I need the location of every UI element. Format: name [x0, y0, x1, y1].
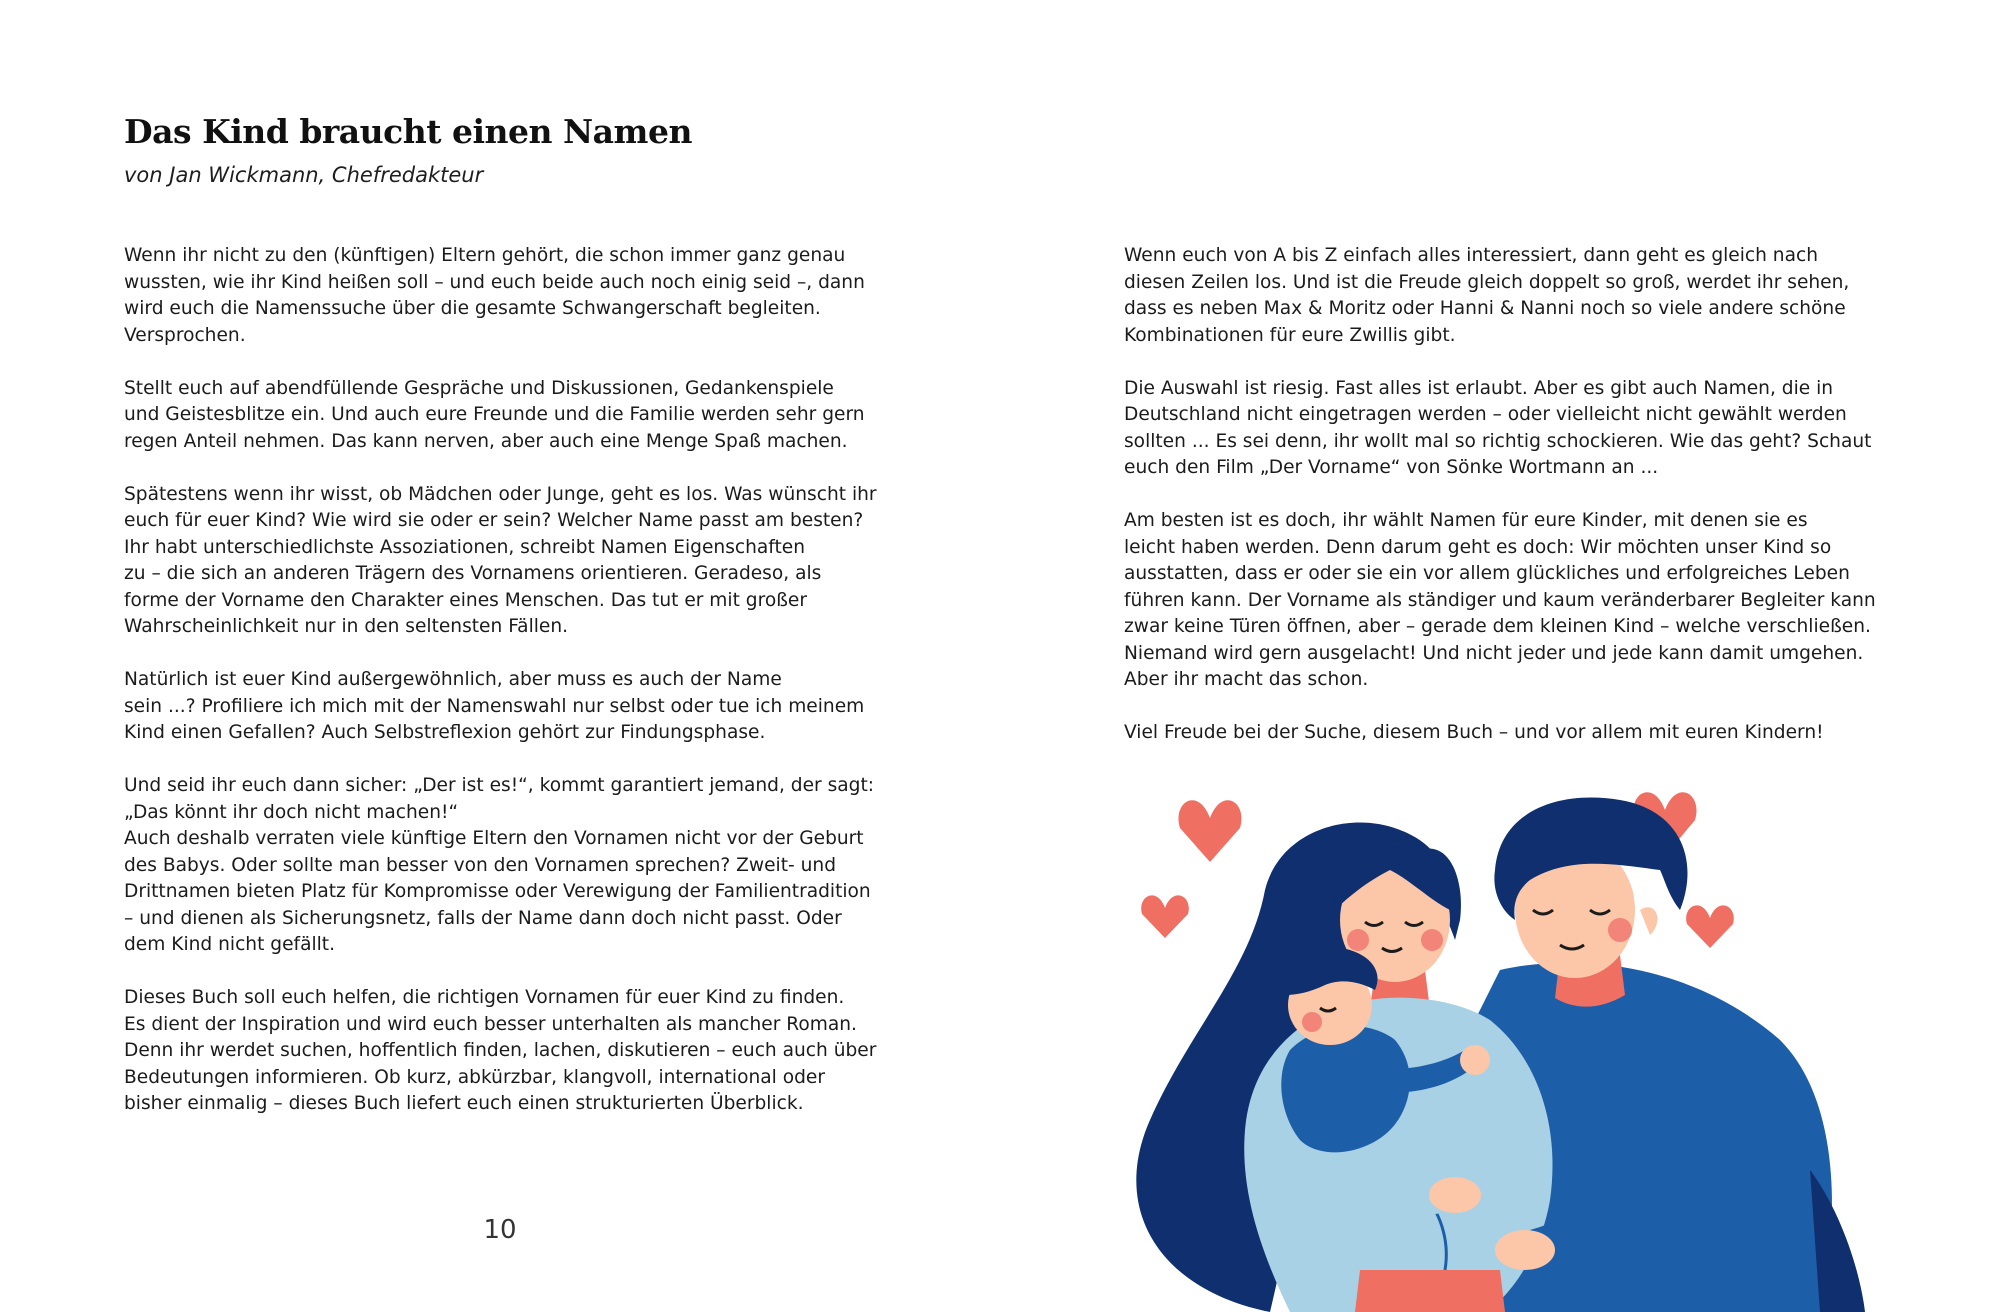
right-text-column — [1124, 243, 1884, 773]
family-hug-icon — [1120, 770, 1900, 1312]
paragraph: Am besten ist es doch, ihr wählt Namen für eure Kinder, mit denen sie es leicht haben werden. Denn darum geht es doch: Wir möchten unser Kind so ausstatten, dass er oder sie ein vor allem glückliches und erfolgreiches Leben führen kann. Der Vorname als ständiger und kaum veränderbarer Begleiter kann zwar keine Türen öffnen, aber – gerade dem kleinen Kind – welche verschließen. Niemand wird gern ausgelacht! Und nicht jeder und jede kann damit umgehen. Aber ihr macht das schon. — [1124, 510, 1876, 690]
mother-hand — [1429, 1177, 1481, 1213]
paragraph: Viel Freude bei der Suche, diesem Buch – und vor allem mit euren Kindern! — [1124, 722, 1824, 743]
mother-cheek — [1421, 929, 1443, 951]
child-hand — [1460, 1045, 1490, 1075]
paragraph: Natürlich ist euer Kind außergewöhnlich, aber muss es auch der Name sein ...? Profiliere ich mich mit der Namenswahl nur selbst oder tue ich meinem Kind einen Gefallen? Auch Selbstreflexion gehört zur Findungsphase. — [124, 669, 865, 743]
paragraph: Und seid ihr euch dann sicher: „Der ist es!“, kommt garantiert jemand, der sagt: „Das könnt ihr doch nicht machen!“ Auch deshalb verraten viele künftige Eltern den Vornamen nicht vor der Geburt des Babys. Oder sollte man besser von den Vornamen sprechen? Zweit- und Drittnamen bieten Platz für Kompromisse oder Verewigung der Familientradition – und dienen als Sicherungsnetz, falls der Name dann doch nicht passt. Oder dem Kind nicht gefällt. — [124, 775, 875, 955]
left-text-column — [124, 243, 884, 1144]
paragraph: Wenn euch von A bis Z einfach alles interessiert, dann geht es gleich nach diesen Zeilen los. Und ist die Freude gleich doppelt so groß, werdet ihr sehen, dass es neben Max & Moritz oder Hanni & Nanni noch so viele andere schöne Kombinationen für eure Zwillis gibt. — [1124, 245, 1850, 346]
paragraph: Stellt euch auf abendfüllende Gespräche und Diskussionen, Gedankenspiele und Geistesblitze ein. Und auch eure Freunde und die Familie werden sehr gern regen Anteil nehmen. Das kann nerven, aber auch eine Menge Spaß machen. — [124, 377, 865, 452]
father-cheek — [1608, 918, 1632, 942]
legs — [1355, 1270, 1505, 1312]
heart-icon — [1178, 800, 1241, 862]
right-page — [1000, 0, 2000, 1312]
heart-icon — [1686, 905, 1734, 948]
paragraph: Dieses Buch soll euch helfen, die richtigen Vornamen für euer Kind zu finden. Es dient der Inspiration und wird euch besser unterhalten als mancher Roman. Denn ihr werdet suchen, hoffentlich finden, lachen, diskutieren – euch auch über Bedeutungen informieren. Ob kurz, abkürzbar, klangvoll, international oder bisher einmalig – dieses Buch liefert euch einen strukturierten Überblick. — [124, 987, 877, 1114]
father-ear — [1640, 907, 1657, 935]
page-title: Das Kind braucht einen Namen — [124, 112, 692, 151]
mother-cheek — [1347, 929, 1369, 951]
family-hug-illustration — [1120, 770, 1900, 1312]
paragraph: Wenn ihr nicht zu den (künftigen) Eltern gehört, die schon immer ganz genau wussten, wie ihr Kind heißen soll – und euch beide auch noch einig seid –, dann wird euch die Namenssuche über die gesamte Schwangerschaft begleiten. Versprochen. — [124, 245, 865, 346]
paragraph: Spätestens wenn ihr wisst, ob Mädchen oder Junge, geht es los. Was wünscht ihr euch für euer Kind? Wie wird sie oder er sein? Welcher Name passt am besten? Ihr habt unterschiedlichste Assoziationen, schreibt Namen Eigenschaften zu – die sich an anderen Trägern des Vornamens orientieren. Geradeso, als forme der Vorname den Charakter eines Menschen. Das tut er mit großer Wahrscheinlichkeit nur in den seltensten Fällen. — [124, 483, 877, 637]
paragraph: Die Auswahl ist riesig. Fast alles ist erlaubt. Aber es gibt auch Namen, die in Deutschland nicht eingetragen werden – oder vielleicht nicht gewählt werden sollten ... Es sei denn, ihr wollt mal so richtig schockieren. Wie das geht? Schaut euch den Film „Der Vorname“ von Sönke Wortmann an ... — [1124, 377, 1872, 478]
father-hand — [1495, 1230, 1555, 1270]
page-number: 10 — [483, 1215, 517, 1245]
heart-icon — [1141, 895, 1189, 938]
author-byline: von Jan Wickmann, Chefredakteur — [124, 163, 484, 187]
child-cheek — [1302, 1012, 1322, 1032]
